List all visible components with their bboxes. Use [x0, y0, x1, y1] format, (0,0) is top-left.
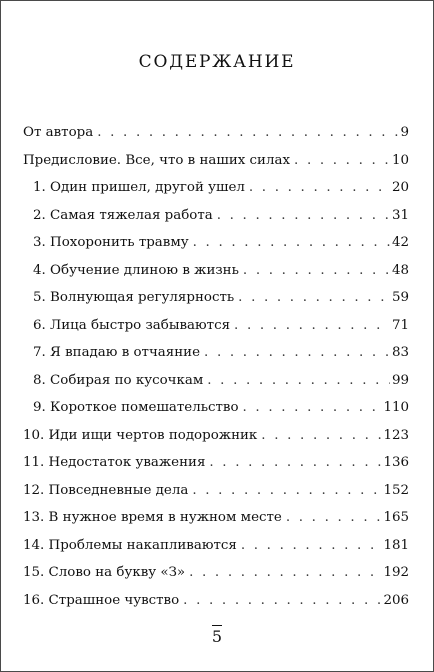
toc-entry-title: 11. Недостаток уважения — [23, 455, 206, 470]
toc-entry-page: 181 — [383, 537, 409, 553]
toc-leader-dots — [234, 312, 390, 340]
toc-entry-page: 165 — [383, 510, 409, 525]
toc-leader-dots — [286, 504, 382, 532]
toc-entry-page: 123 — [383, 427, 409, 443]
toc-leader-dots — [183, 587, 381, 615]
toc-leader-dots — [294, 147, 390, 175]
toc-entry-page: 59 — [391, 290, 409, 305]
toc-entry — [23, 147, 409, 175]
toc-entry — [23, 587, 409, 615]
toc-entry — [23, 174, 409, 202]
toc-entry-page: 136 — [383, 455, 409, 470]
toc-entry-title: 15. Слово на букву «З» — [23, 565, 186, 580]
toc-leader-dots — [209, 449, 381, 477]
toc-entry-page: 83 — [391, 345, 409, 360]
page-title: СОДЕРЖАНИЕ — [138, 52, 296, 72]
toc-entry-page: 71 — [391, 317, 409, 333]
toc-entry — [23, 532, 409, 560]
toc-entry — [23, 339, 409, 367]
toc-entry-page: 20 — [391, 180, 409, 195]
toc-entry — [23, 284, 409, 312]
toc-entry — [23, 504, 409, 532]
toc-leader-dots — [207, 367, 390, 395]
toc-entry-title: 12. Повседневные дела — [23, 482, 189, 498]
toc-leader-dots — [243, 257, 390, 285]
toc-entry-title: 8. Собирая по кусочкам — [33, 372, 204, 388]
toc-entry-page: 99 — [391, 372, 409, 388]
toc-entry-page: 152 — [383, 482, 409, 498]
toc-entry — [23, 449, 409, 477]
toc-entry — [23, 229, 409, 257]
toc-entry-title: Предисловие. Все, что в наших силах — [23, 152, 291, 168]
toc-entry — [23, 394, 409, 422]
toc-entry — [23, 422, 409, 450]
toc-leader-dots — [241, 532, 382, 560]
toc-entry-title: 7. Я впадаю в отчаяние — [33, 345, 201, 360]
toc-entry-page: 206 — [383, 592, 409, 608]
toc-entry — [23, 312, 409, 340]
toc-leader-dots — [204, 339, 390, 367]
toc-leader-dots — [189, 559, 381, 587]
toc-leader-dots — [193, 229, 390, 257]
page-number-value: 5 — [211, 627, 223, 646]
toc-leader-dots — [243, 394, 382, 422]
toc-entry-page: 192 — [383, 565, 409, 580]
toc-entry-title: 1. Один пришел, другой ушел — [33, 180, 245, 195]
toc-entry-page: 9 — [400, 125, 409, 140]
toc-entry-title: 4. Обучение длиною в жизнь — [33, 262, 239, 278]
toc-entry-title: От автора — [23, 125, 94, 140]
toc-entry-page: 10 — [391, 152, 409, 168]
toc-entry-title: 6. Лица быстро забываются — [33, 317, 231, 333]
toc-entry-page: 31 — [391, 207, 409, 223]
toc-entry-title: 16. Страшное чувство — [23, 592, 180, 608]
toc-entry — [23, 477, 409, 505]
page-number — [1, 627, 433, 647]
toc-entry-title: 3. Похоронить травму — [33, 235, 189, 250]
toc-leader-dots — [217, 202, 390, 230]
table-of-contents — [23, 119, 409, 614]
toc-entry-title: 2. Самая тяжелая работа — [33, 207, 213, 223]
toc-entry-title: 10. Иди ищи чертов подорожник — [23, 427, 258, 443]
toc-leader-dots — [238, 284, 390, 312]
toc-entry — [23, 257, 409, 285]
toc-entry-title: 13. В нужное время в нужном месте — [23, 510, 282, 525]
toc-leader-dots — [249, 174, 390, 202]
toc-entry — [23, 559, 409, 587]
toc-entry-page: 110 — [383, 400, 409, 415]
toc-leader-dots — [97, 119, 398, 147]
toc-entry — [23, 119, 409, 147]
toc-leader-dots — [261, 422, 381, 450]
toc-entry-page: 42 — [391, 235, 409, 250]
toc-entry-title: 9. Короткое помешательство — [33, 400, 239, 415]
toc-entry-title: 14. Проблемы накапливаются — [23, 537, 237, 553]
toc-entry — [23, 202, 409, 230]
toc-leader-dots — [192, 477, 381, 505]
toc-entry-page: 48 — [391, 262, 409, 278]
toc-entry-title: 5. Волнующая регулярность — [33, 290, 235, 305]
toc-entry — [23, 367, 409, 395]
